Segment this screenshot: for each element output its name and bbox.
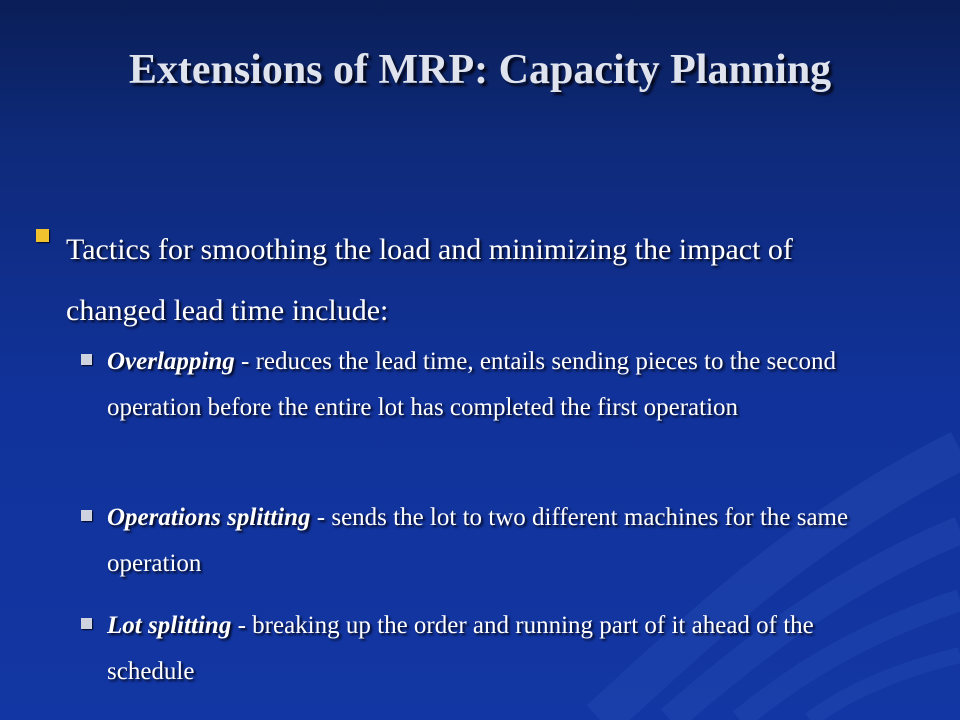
slide-title: Extensions of MRP: Capacity Planning [128, 47, 832, 93]
sub-bullet-lot-splitting [107, 603, 897, 695]
sub-bullet-square-icon [81, 510, 92, 521]
sub-bullet-term: Operations splitting [107, 504, 311, 531]
bullet-square-icon [36, 229, 49, 242]
sub-bullet-operations-splitting [107, 495, 897, 587]
sub-bullet-square-icon [81, 618, 92, 629]
main-bullet-text: Tactics for smoothing the load and minimizing the impact of changed lead time include: [66, 233, 793, 327]
sub-bullet-text: - sends the lot to two different machines for the same operation [107, 504, 849, 577]
sub-bullet-text: - reduces the lead time, entails sending pieces to the second operation before the entire lot has completed the first operation [107, 348, 836, 421]
sub-bullet-term: Lot splitting [107, 612, 232, 639]
sub-bullet-term: Overlapping [107, 348, 235, 375]
sub-bullet-text: - breaking up the order and running part of it ahead of the schedule [107, 612, 814, 685]
sub-bullet-overlapping [107, 339, 897, 431]
sub-bullet-square-icon [81, 354, 92, 365]
